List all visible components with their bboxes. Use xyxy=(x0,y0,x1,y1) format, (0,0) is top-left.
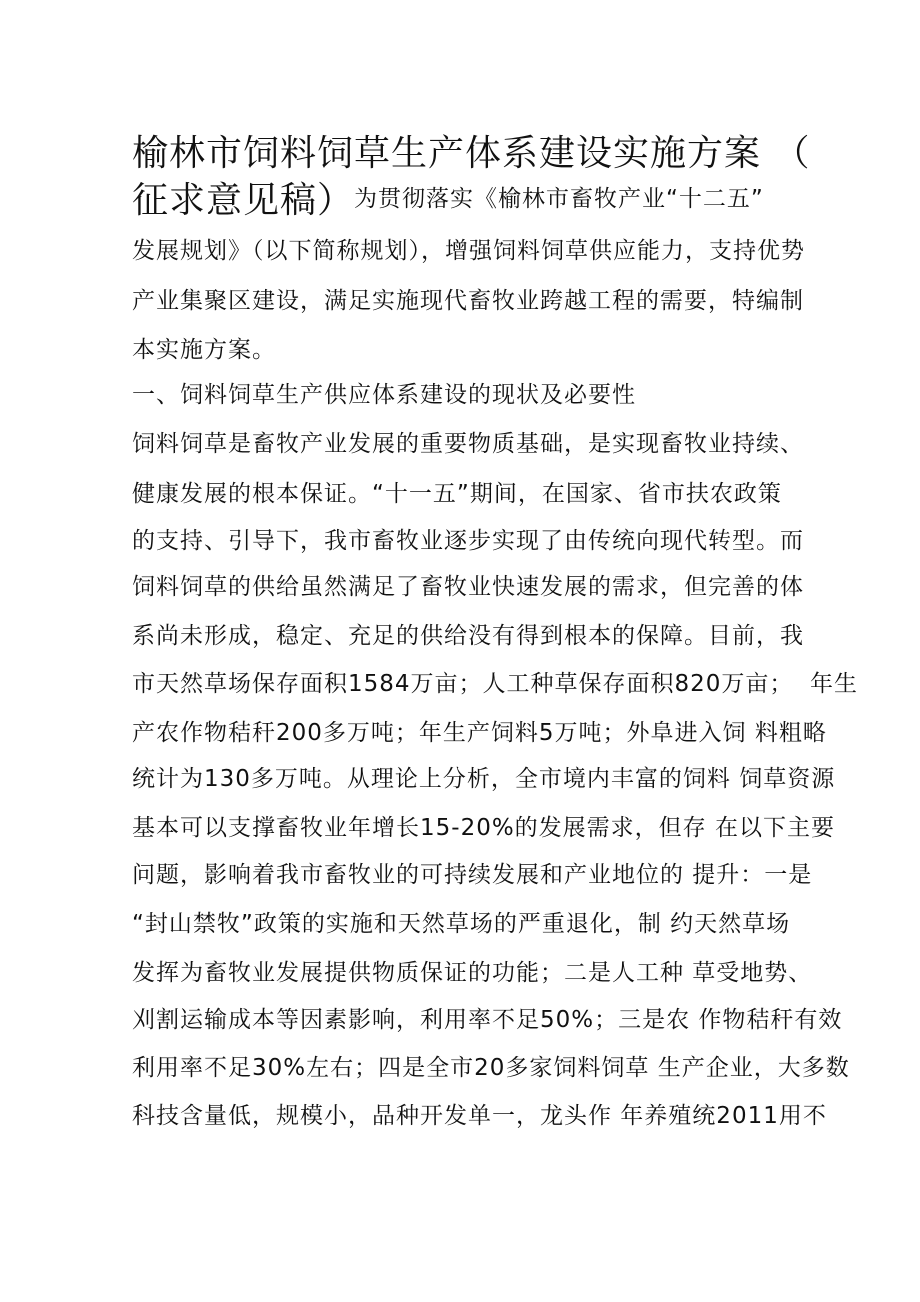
document-title-line-2 xyxy=(132,180,764,221)
body-line: 问题，影响着我市畜牧业的可持续发展和产业地位的 提升：一是 xyxy=(132,862,813,888)
body-line: 产农作物秸秆200多万吨；年生产饲料5万吨；外阜进入饲 料粗略 xyxy=(132,720,827,746)
document-title-part: 征求意见稿） xyxy=(132,180,355,221)
body-line: 市天然草场保存面积1584万亩；人工种草保存面积820万亩； 年生 xyxy=(132,671,859,697)
body-line: “封山禁牧”政策的实施和天然草场的严重退化，制 约天然草场 xyxy=(132,911,791,937)
body-line: 健康发展的根本保证。“十一五”期间，在国家、省市扶农政策 xyxy=(132,481,782,507)
document-title-line-1: 榆林市饲料饲草生产体系建设实施方案 （ xyxy=(132,133,811,174)
body-line: 利用率不足30%左右；四是全市20多家饲料饲草 生产企业，大多数 xyxy=(132,1055,850,1081)
body-line: 基本可以支撑畜牧业年增长15-20%的发展需求，但存 在以下主要 xyxy=(132,815,835,841)
body-line: 刈割运输成本等因素影响，利用率不足50%；三是农 作物秸秆有效 xyxy=(132,1007,843,1033)
body-line: 饲料饲草是畜牧产业发展的重要物质基础，是实现畜牧业持续、 xyxy=(132,431,804,457)
document-intro-start: 为贯彻落实《榆林市畜牧产业“十二五” xyxy=(354,186,764,212)
section-heading: 一、饲料饲草生产供应体系建设的现状及必要性 xyxy=(132,382,636,408)
body-line: 统计为130多万吨。从理论上分析，全市境内丰富的饲料 饲草资源 xyxy=(132,766,836,792)
body-line: 的支持、引导下，我市畜牧业逐步实现了由传统向现代转型。而 xyxy=(132,528,804,554)
body-line: 产业集聚区建设，满足实施现代畜牧业跨越工程的需要，特编制 xyxy=(132,288,804,314)
body-line: 系尚未形成，稳定、充足的供给没有得到根本的保障。目前，我 xyxy=(132,623,804,649)
body-line: 发挥为畜牧业发展提供物质保证的功能；二是人工种 草受地势、 xyxy=(132,960,813,986)
body-line: 科技含量低，规模小，品种开发单一，龙头作 年养殖统2011用不 xyxy=(132,1103,827,1129)
body-line: 饲料饲草的供给虽然满足了畜牧业快速发展的需求，但完善的体 xyxy=(132,574,804,600)
body-line: 本实施方案。 xyxy=(132,337,276,363)
body-line: 发展规划》（以下简称规划），增强饲料饲草供应能力，支持优势 xyxy=(132,238,805,264)
